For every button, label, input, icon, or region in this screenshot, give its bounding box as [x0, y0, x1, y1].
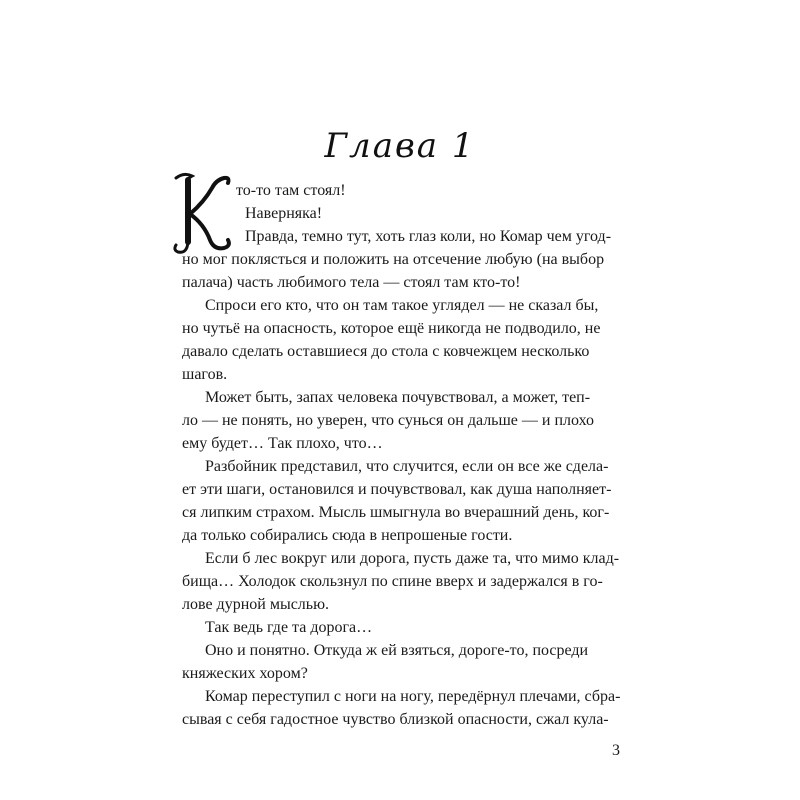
text-line: княжеских хором? [182, 665, 308, 682]
text-line: лове дурной мыслью. [182, 596, 330, 613]
text-line: бища… Холодок скользнул по спине вверх и задержался в го- [182, 573, 603, 590]
text-line: ему будет… Так плохо, что… [182, 435, 383, 452]
text-line: но мог поклясться и положить на отсечение любую (на выбор [182, 251, 605, 268]
text-line: Спроси его кто, что он там такое углядел — не сказал бы, [205, 297, 599, 314]
text-line: Если б лес вокруг или дорога, пусть даже та, что мимо клад- [205, 550, 620, 567]
text-line: то-то там стоял! [236, 182, 346, 199]
text-line: сывая с себя гадостное чувство близкой опасности, сжал кула- [182, 711, 609, 728]
text-line: ся липким страхом. Мысль шмыгнула во вчерашний день, ког- [182, 504, 610, 521]
text-line: шагов. [182, 366, 228, 383]
text-line: Может быть, запах человека почувствовал, а может, теп- [205, 389, 591, 406]
text-line: Оно и понятно. Откуда ж ей взяться, дороге-то, посреди [205, 642, 589, 659]
text-line: Наверняка! [245, 205, 323, 222]
text-line: Правда, темно тут, хоть глаз коли, но Комар чем угод- [245, 228, 612, 245]
text-line: ло — не понять, но уверен, что сунься он дальше — и плохо [182, 412, 594, 429]
drop-cap-letter [170, 168, 236, 260]
chapter-title: Глава 1 [324, 126, 476, 166]
text-line: да только собирались сюда в непрошеные гости. [182, 527, 513, 544]
text-line: давало сделать оставшиеся до стола с ковчежцем несколько [182, 343, 590, 360]
text-line: палача) часть любимого тела — стоял там кто-то! [182, 274, 521, 291]
text-line: Комар переступил с ноги на ногу, передёрнул плечами, сбра- [205, 688, 621, 705]
text-line: Разбойник представил, что случится, если он все же сдела- [205, 458, 609, 475]
text-line: но чутьё на опасность, которое ещё никогда не подводило, не [182, 320, 601, 337]
page-number: 3 [612, 742, 620, 759]
text-line: Так ведь где та дорога… [205, 619, 373, 636]
text-line: ет эти шаги, остановился и почувствовал, как душа наполняет- [182, 481, 612, 498]
